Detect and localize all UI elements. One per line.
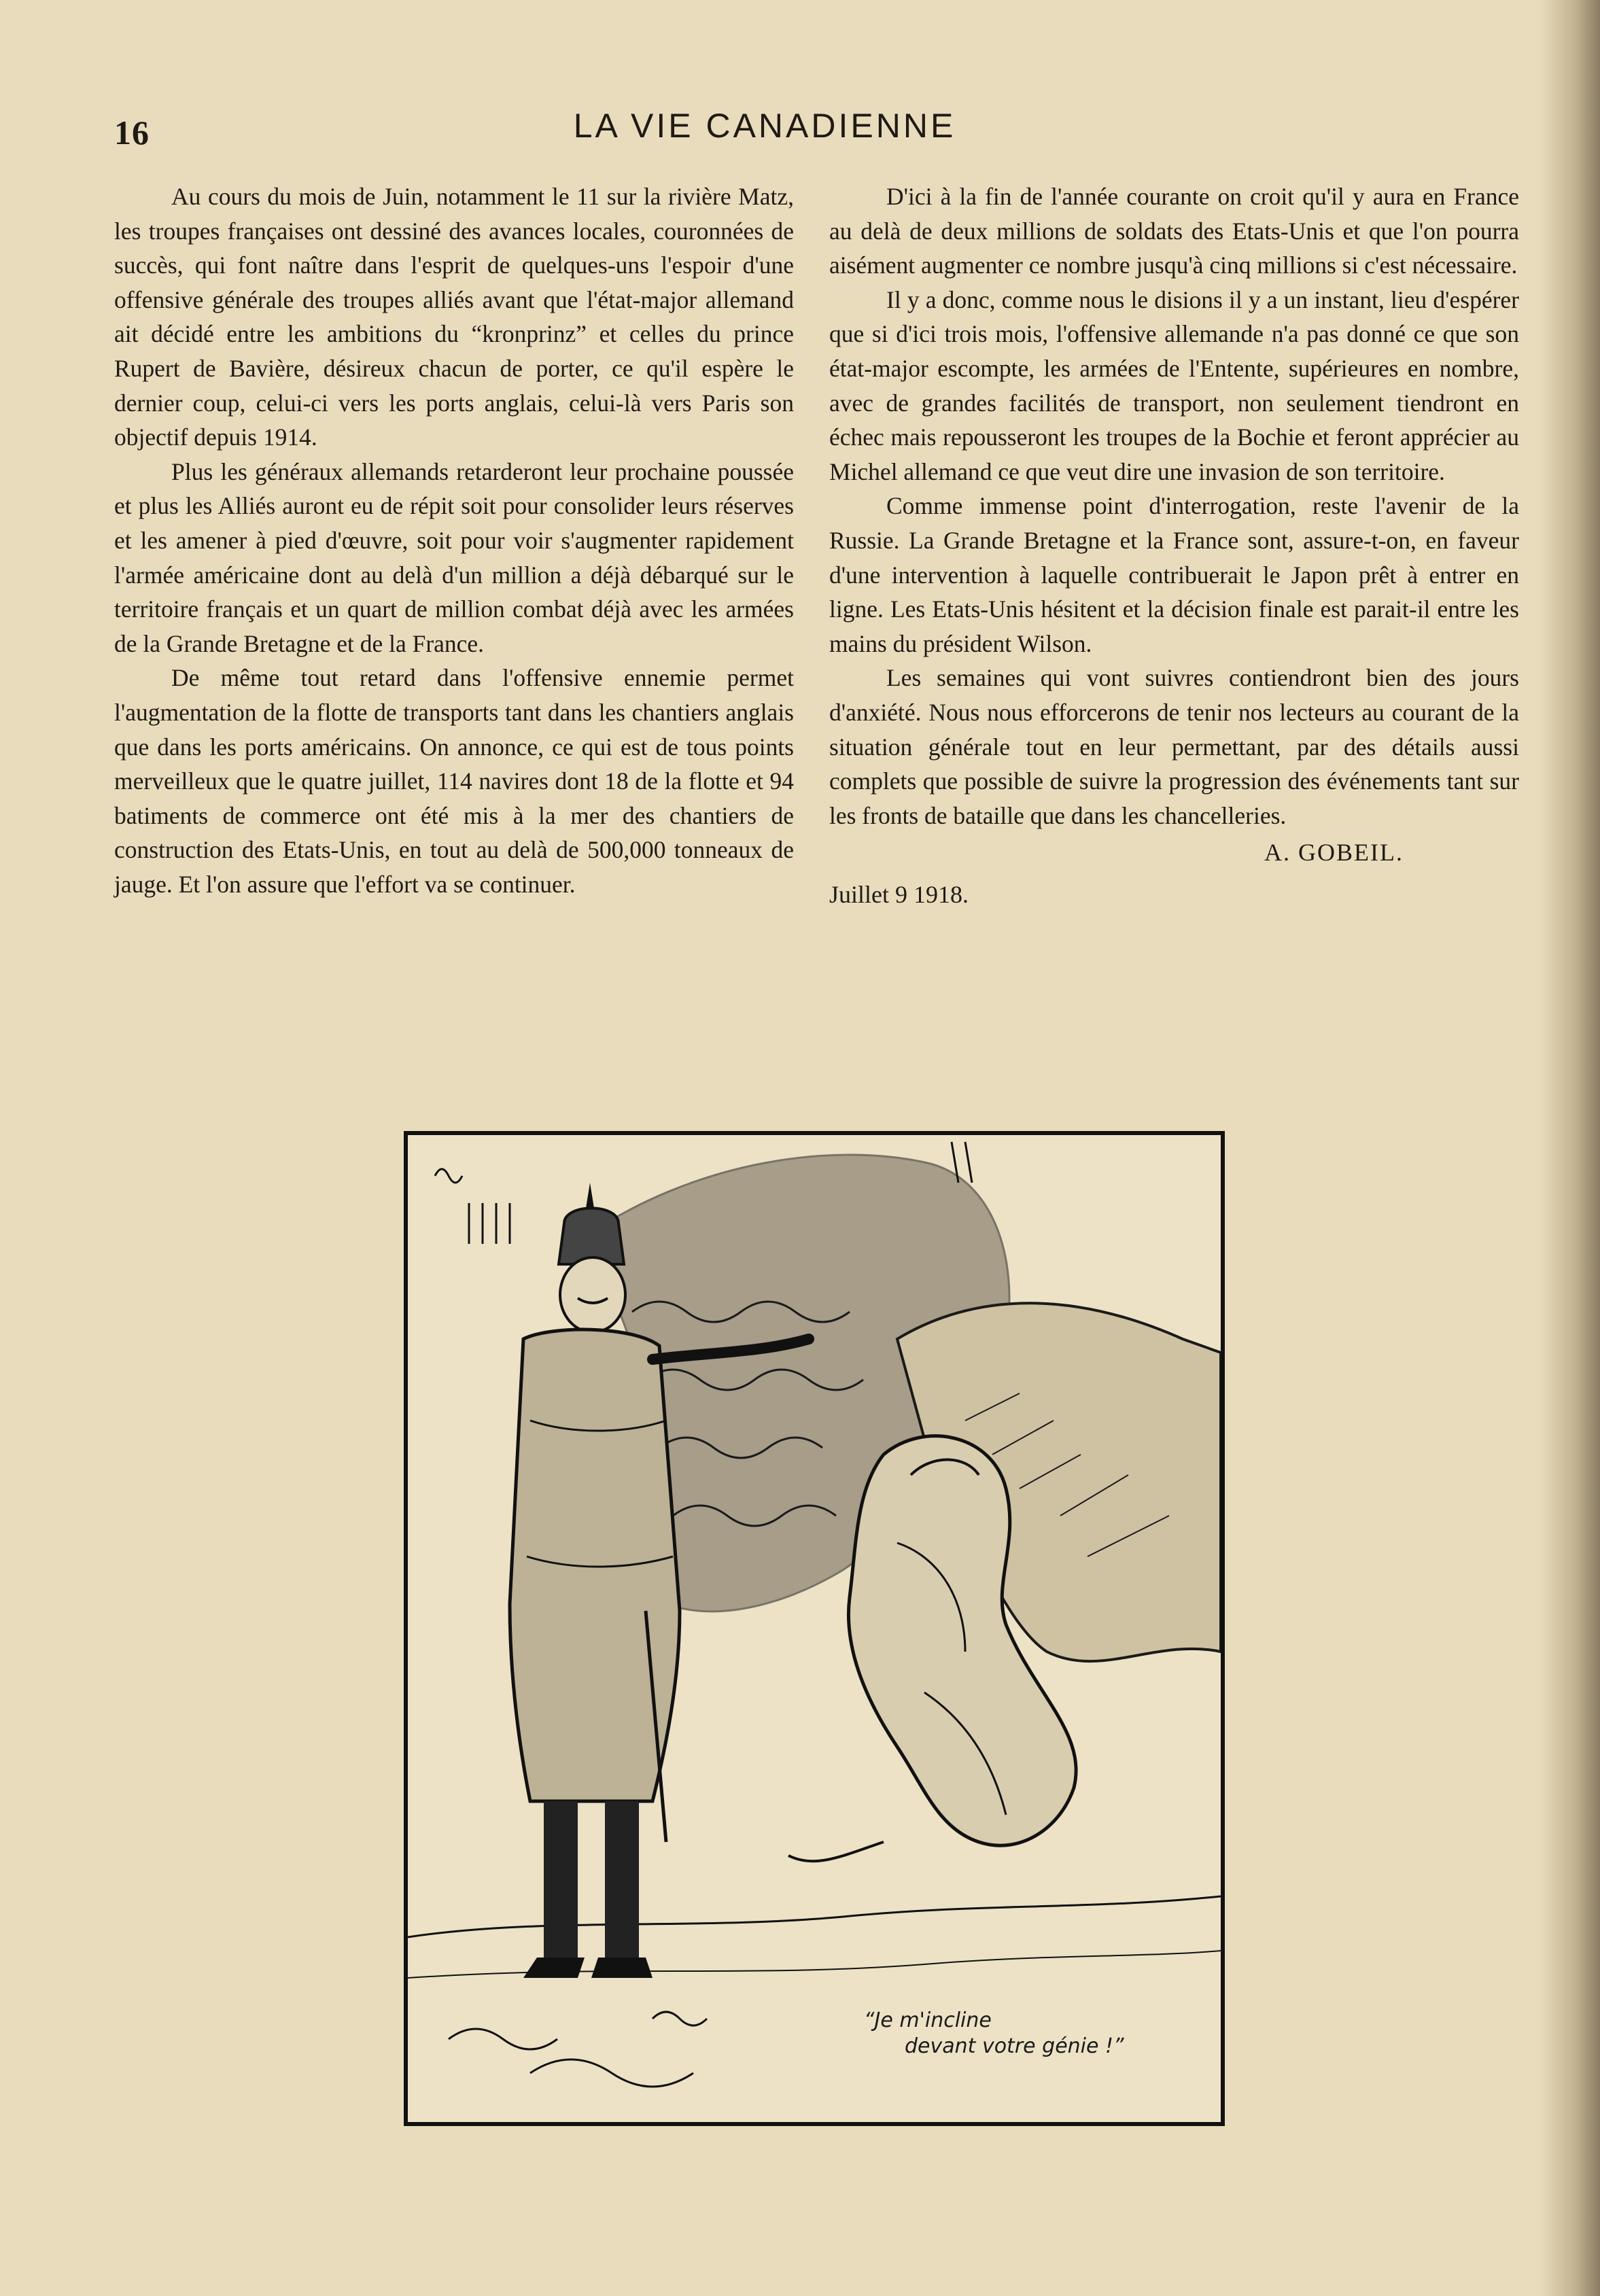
article-date: Juillet 9 1918.	[829, 881, 969, 909]
cartoon-caption	[844, 2008, 1183, 2059]
page-number: 16	[114, 114, 150, 152]
paragraph: De même tout retard dans l'offensive ennemie permet l'augmentation de la flotte de transports tant dans les chantiers anglais que dans les ports américains. On annonce, ce qui est de tous points merveilleux que le quatre juillet, 114 navires dont 18 de la flotte et 94 batiments de commerce ont été mis à la mer des chantiers de construction des Etats-Unis, en tout au delà de 500,000 tonneaux de jauge. Et l'on assure que l'effort va se continuer.	[114, 664, 794, 898]
running-title: LA VIE CANADIENNE	[573, 107, 956, 145]
author-signature: A. GOBEIL.	[1264, 839, 1404, 867]
paragraph: D'ici à la fin de l'année courante on croit qu'il y aura en France au delà de deux millions de soldats des Etats-Unis et que l'on pourra aisément augmenter ce nombre jusqu'à cinq millions si c'est nécessaire.	[829, 183, 1519, 279]
right-column	[829, 179, 1519, 917]
cartoon-drawing	[408, 1135, 1221, 2122]
paragraph: Il y a donc, comme nous le disions il y a un instant, lieu d'espérer que si d'ici trois mois, l'offensive allemande n'a pas donné ce que son état-major escompte, les armées de l'Entente, supérieures en nombre, avec de grandes facilités de transport, non seulement tiendront en échec mais repousseront les troupes de la Bochie et feront apprécier au Michel allemand ce que veut dire une invasion de son territoire.	[829, 285, 1519, 485]
left-column	[114, 179, 794, 901]
caption-line: “Je m'incline	[864, 2008, 992, 2032]
paragraph: Au cours du mois de Juin, notamment le 11 sur la rivière Matz, les troupes françaises ont dessiné des avances locales, couronnées de succès, qui font naître dans l'esprit de quelques-uns l'espoir d'une offensive générale des troupes alliés avant que l'état-major allemand ait décidé entre les ambitions du “kronprinz” et celles du prince Rupert de Bavière, désireux chacun de porter, ce qu'il espère le dernier coup, celui-ci vers les ports anglais, celui-là vers Paris son objectif depuis 1914.	[114, 183, 794, 451]
paragraph: Les semaines qui vont suivres contiendront bien des jours d'anxiété. Nous nous efforcerons de tenir nos lecteurs au courant de la situation générale tout en leur permettant, par des détails aussi complets que possible de suivre la progression des événements tant sur les fronts de bataille que dans les chancelleries.	[829, 664, 1519, 829]
page-edge-shadow	[1539, 0, 1600, 2296]
paragraph: Comme immense point d'interrogation, reste l'avenir de la Russie. La Grande Bretagne et la France sont, assure-t-on, en faveur d'une intervention à laquelle contribuerait le Japon prêt à entrer en ligne. Les Etats-Unis hésitent et la décision finale est parait-il entre les mains du président Wilson.	[829, 492, 1519, 657]
cartoon-illustration	[404, 1131, 1225, 2126]
caption-line: devant votre génie !”	[905, 2034, 1124, 2058]
paragraph: Plus les généraux allemands retarderont leur prochaine poussée et plus les Alliés auront eu de répit soit pour consolider leurs réserves et les amener à pied d'œuvre, soit pour voir s'augmenter rapidement l'armée américaine dont au delà d'un million a déjà débarqué sur le territoire français et un quart de million combat déjà avec les armées de la Grande Bretagne et de la France.	[114, 457, 794, 657]
